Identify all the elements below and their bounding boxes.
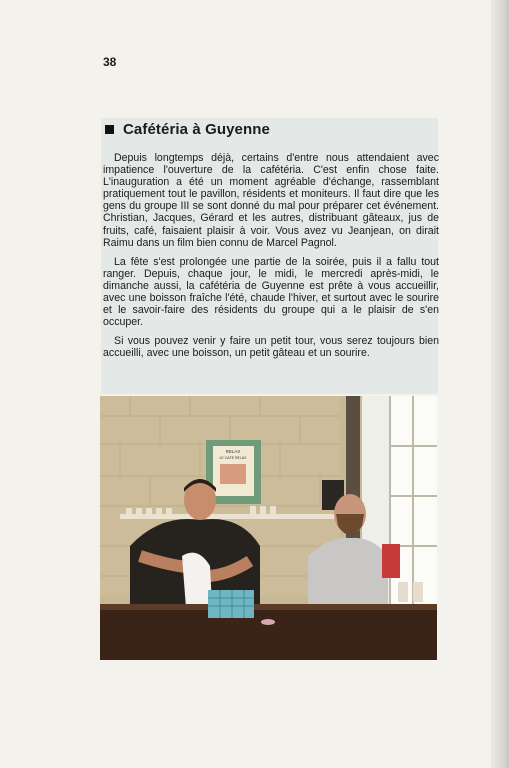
article-title: Cafétéria à Guyenne	[123, 121, 270, 138]
article-heading	[101, 121, 270, 138]
bullet-square-icon	[105, 125, 114, 134]
paragraph-2: La fête s'est prolongée une partie de la soirée, puis il a fallu tout ranger. Depuis, chaque jour, le midi, le mercredi après-midi, le dimanche aussi, la cafétéria de Guyenne est prête à vous accueillir, avec une boisson fraîche l'été, chaude l'hiver, et surtout avec le sourire et le savoir-faire des résidents du groupe qui a le plaisir de s'en occuper.	[103, 255, 439, 329]
page-edge-shadow	[491, 0, 509, 768]
paragraph-1: Depuis longtemps déjà, certains d'entre nous attendaient avec impatience l'ouverture de la cafétéria. C'est enfin chose faite. L'inauguration a été un moment agréable d'échange, rassemblant pratiquement tout le pavillon, résidents et moniteurs. Il faut dire que les gens du groupe III se sont donné du mal pour préparer cet événement. Christian, Jacques, Gérard et les autres, distribuant gâteaux, jus de fruits, café, faisaient plaisir à voir. Vous avez vu Jeanjean, on dirait Raimu dans un film bien connu de Marcel Pagnol.	[103, 152, 439, 249]
page-number: 38	[103, 55, 117, 69]
article-body	[103, 152, 439, 367]
paragraph-3: Si vous pouvez venir y faire un petit tour, vous serez toujours bien accueilli, avec une boisson, un petit gâteau et un sourire.	[103, 335, 439, 360]
cafeteria-photo	[100, 396, 437, 660]
poster-line-2: LE CAFE RELAX	[219, 456, 247, 460]
poster-line-1: RELAX	[225, 449, 241, 454]
